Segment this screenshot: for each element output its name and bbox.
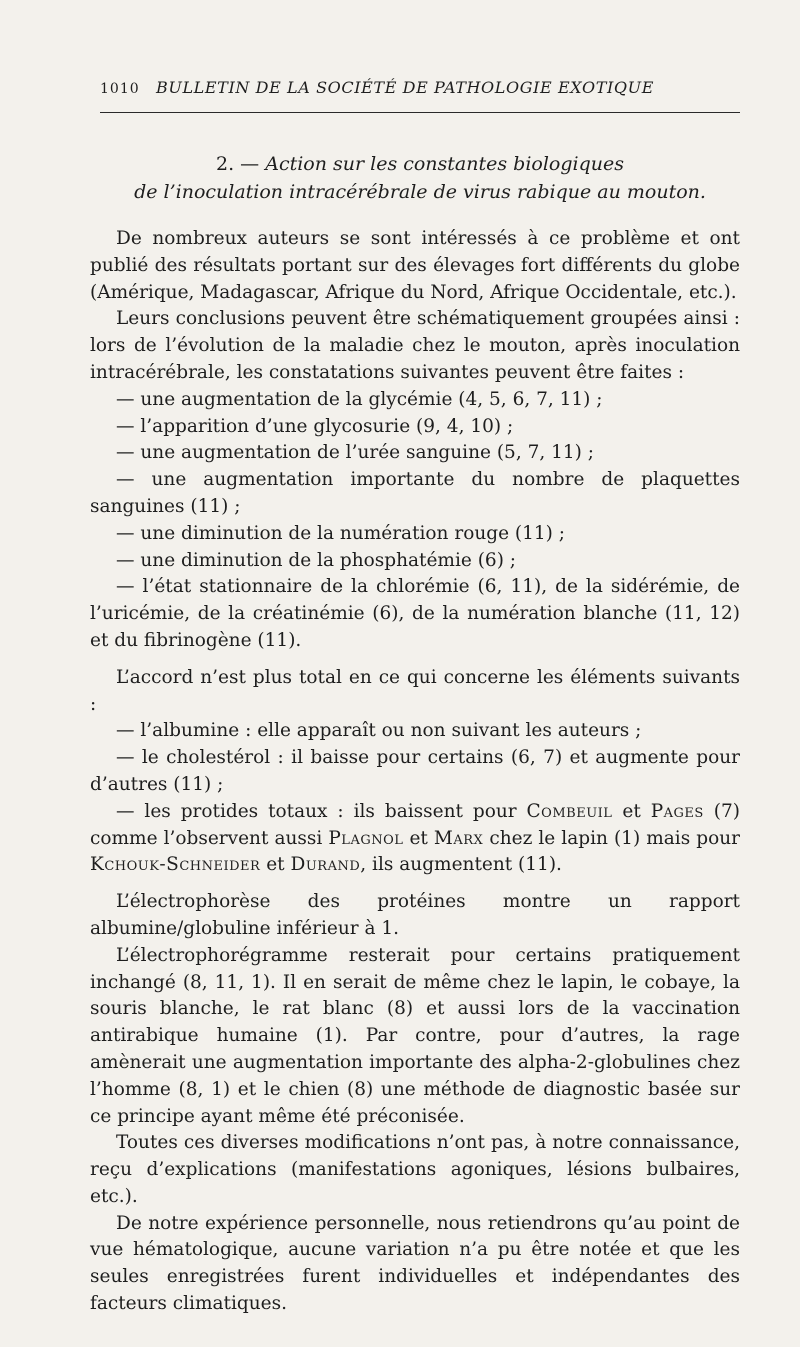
paragraph: De nombreux auteurs se sont intéressés à ce problème et ont publié des résultats portant sur des élevages fort différents du globe (Amérique, Madagascar, Afrique du Nord, Afrique Occidentale, etc.). [90, 228, 740, 303]
text-run: — les protides totaux : ils baissent pour [116, 800, 517, 822]
text-run: et [266, 854, 285, 876]
author-name: Combeuil [526, 800, 613, 822]
list-item: — l’apparition d’une glycosurie (9, 4, 10) ; [116, 415, 514, 437]
section-title-line2: de l’inoculation intracérébrale de virus rabique au mouton. [134, 181, 706, 203]
text-run: (7) comme l’observent aussi [90, 800, 740, 849]
list-item [90, 799, 740, 879]
article-body [90, 226, 740, 1318]
paragraph: Toutes ces diverses modifications n’ont pas, à notre connaissance, reçu d’explications (manifestations agoniques, lésions bulbaires, etc.). [90, 1132, 740, 1207]
header-rule [100, 112, 740, 113]
section-title [100, 150, 740, 206]
list-item: — une diminution de la phosphatémie (6) ; [116, 549, 517, 571]
text-run: chez le lapin (1) mais pour [489, 827, 740, 849]
paragraph: De notre expérience personnelle, nous retiendrons qu’au point de vue hématologique, aucune variation n’a pu être notée et que les seules enregistrées furent individuelles et indépendantes des facteurs climatiques. [90, 1212, 740, 1315]
page-number: 1010 [100, 81, 140, 97]
list-item: — le cholestérol : il baisse pour certains (6, 7) et augmente pour d’autres (11) ; [90, 747, 740, 795]
text-run: , ils augmentent (11). [360, 854, 562, 876]
text-run: et [409, 827, 428, 849]
paragraph: L’accord n’est plus total en ce qui concerne les éléments suivants : [90, 666, 740, 715]
text-run: et [622, 800, 641, 822]
paragraph: L’électrophorégramme resterait pour certains pratiquement inchangé (8, 11, 1). Il en serait de même chez le lapin, le cobaye, la souris blanche, le rat blanc (8) et aussi lors de la vaccination antirabique humaine (1). Par contre, pour d’autres, la rage amènerait une augmentation importante des alpha-2-globulines chez l’homme (8, 1) et le chien (8) une méthode de diagnostic basée sur ce principe ayant même été préconisée. [90, 944, 740, 1127]
section-title-line1: Action sur les constantes biologiques [265, 153, 624, 175]
author-name: Pages [650, 800, 704, 822]
page-header [100, 78, 740, 97]
paragraph: Leurs conclusions peuvent être schématiquement groupées ainsi : lors de l’évolution de la maladie chez le mouton, après inoculation intracérébrale, les constatations suivantes peuvent être faites : [90, 308, 740, 383]
author-name: Plagnol [328, 827, 404, 849]
list-item: — une augmentation de la glycémie (4, 5, 6, 7, 11) ; [116, 388, 603, 410]
running-title: BULLETIN DE LA SOCIÉTÉ DE PATHOLOGIE EXOTIQUE [156, 78, 654, 97]
list-item: — une augmentation de l’urée sanguine (5, 7, 11) ; [116, 442, 594, 464]
author-name: Marx [433, 827, 484, 849]
list-item: — l’état stationnaire de la chlorémie (6, 11), de la sidérémie, de l’uricémie, de la créatinémie (6), de la numération blanche (11, 12) et du fibrinogène (11). [90, 576, 740, 651]
paragraph: L’électrophorèse des protéines montre un rapport albumine/globuline inférieur à 1. [90, 891, 740, 939]
section-number: 2. — [216, 153, 260, 175]
list-item: — une diminution de la numération rouge (11) ; [116, 522, 566, 544]
list-item: — une augmentation importante du nombre de plaquettes sanguines (11) ; [90, 469, 740, 517]
author-name: Durand [290, 854, 361, 876]
list-item: — l’albumine : elle apparaît ou non suivant les auteurs ; [116, 720, 642, 742]
author-name: Kchouk-Schneider [90, 854, 261, 876]
